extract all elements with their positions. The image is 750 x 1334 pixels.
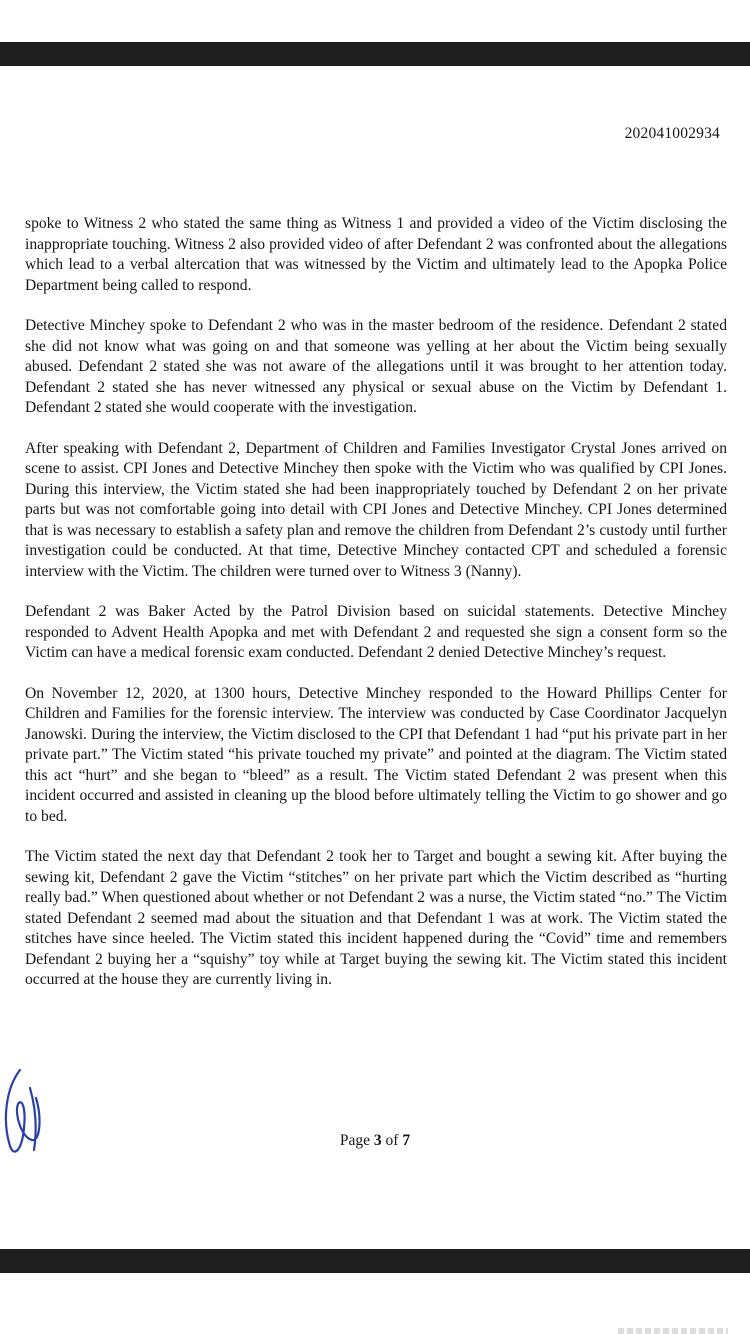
paragraph: spoke to Witness 2 who stated the same thing as Witness 1 and provided a video of the Victim disclosing the inappropriate touching. Witness 2 also provided video of after Defendant 2 was confronted about the allegations which lead to a verbal altercation that was witnessed by the Victim and ultimately lead to the Apopka Police Department being called to respond. bbox=[25, 215, 727, 294]
next-page-preview bbox=[618, 1328, 728, 1334]
page-word: Page bbox=[339, 1132, 371, 1149]
viewer-top-bar bbox=[0, 42, 750, 66]
status-area bbox=[0, 0, 750, 42]
paragraph: Defendant 2 was Baker Acted by the Patrol Division based on suicidal statements. Detective Minchey responded to Advent Health Apopka and met with Defendant 2 and requested she sign a consent form so the Victim can have a medical forensic exam conducted. Defendant 2 denied Detective Minchey’s request. bbox=[25, 603, 727, 661]
page-footer bbox=[0, 1132, 750, 1150]
paragraph: On November 12, 2020, at 1300 hours, Detective Minchey responded to the Howard Phillips Center for Children and Families for the forensic interview. The interview was conducted by Case Coordinator Jacquelyn Janowski. During the interview, the Victim disclosed to the CPI that Defendant 1 had “put his private part in her private part.” The Victim stated “his private touched my private” and pointed at the diagram. The Victim stated this act “hurt” and she began to “bleed” as a result. The Victim stated Defendant 2 was present when this incident occurred and assisted in cleaning up the blood before ultimately telling the Victim to go shower and go to bed. bbox=[25, 684, 727, 825]
signature-scribble bbox=[0, 1058, 52, 1168]
bottom-area bbox=[0, 1273, 750, 1334]
of-word: of bbox=[385, 1132, 399, 1149]
paragraph: After speaking with Defendant 2, Department of Children and Families Investigator Crystal Jones arrived on scene to assist. CPI Jones and Detective Minchey then spoke with the Victim who was qualified by CPI Jones. During this interview, the Victim stated she had been inappropriately touched by Defendant 2 on her private parts but was not comfortable going into detail with CPI Jones and Detective Minchey. CPI Jones determined that is was necessary to establish a safety plan and remove the children from Defendant 2’s custody until further investigation could be conducted. At that time, Detective Minchey contacted CPT and scheduled a forensic interview with the Victim. The children were turned over to Witness 3 (Nanny). bbox=[25, 439, 727, 580]
paragraph: The Victim stated the next day that Defendant 2 took her to Target and bought a sewing kit. After buying the sewing kit, Defendant 2 gave the Victim “stitches” on her private part which the Victim described as “hurting really bad.” When questioned about whether or not Defendant 2 was a nurse, the Victim stated “no.” The Victim stated Defendant 2 seemed mad about the situation and that Defendant 1 was at work. The Victim stated the stitches have since heeled. The Victim stated this incident happened during the “Covid” time and remembers Defendant 2 buying her a “squishy” toy while at Target buying the sewing kit. The Victim stated this incident occurred at the house they are currently living in. bbox=[25, 848, 727, 988]
document-number: 202041002934 bbox=[624, 125, 720, 142]
current-page-number: 3 bbox=[373, 1132, 382, 1149]
paragraph: Detective Minchey spoke to Defendant 2 who was in the master bedroom of the residence. Defendant 2 stated she did not know what was going on and that someone was yelling at her about the Victim being sexually abused. Defendant 2 stated she was not aware of the allegations until it was brought to her attention today. Defendant 2 stated she has never witnessed any physical or sexual abuse on the Victim by Defendant 1. Defendant 2 stated she would cooperate with the investigation. bbox=[25, 317, 727, 416]
viewer-bottom-bar bbox=[0, 1249, 750, 1273]
total-pages-number: 7 bbox=[402, 1132, 411, 1149]
document-body bbox=[25, 214, 727, 1011]
